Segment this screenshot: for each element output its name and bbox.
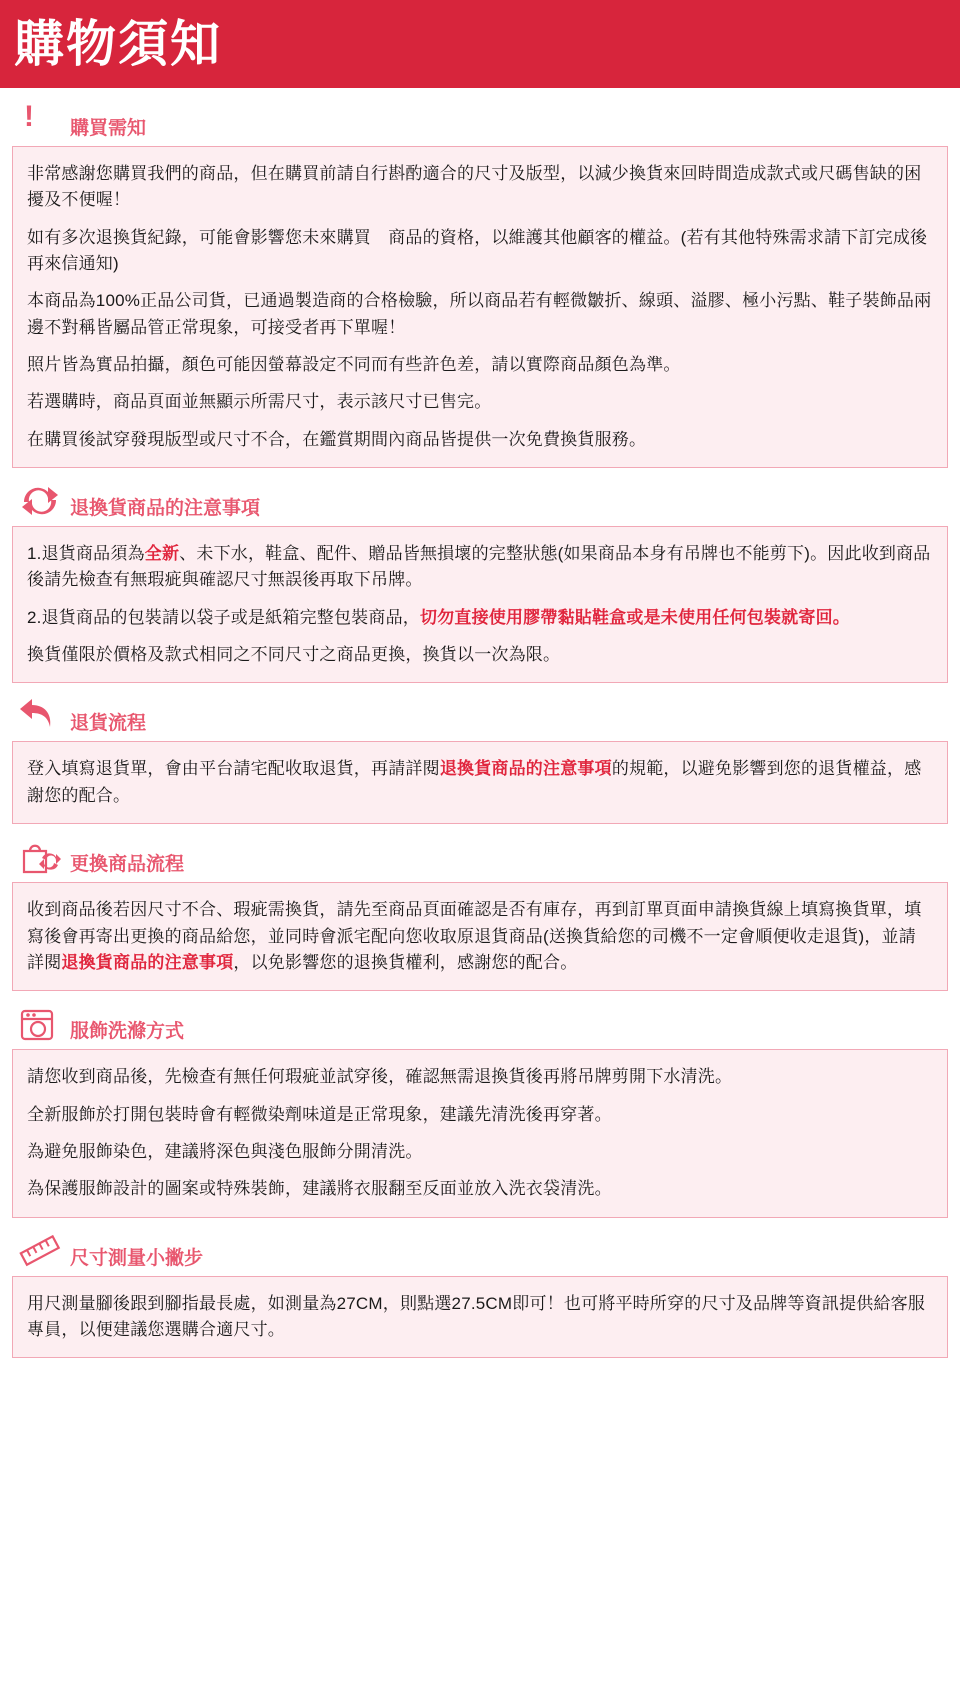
section-title: 服飾洗滌方式 (70, 1021, 185, 1043)
paragraph: 非常感謝您購買我們的商品，但在購買前請自行斟酌適合的尺寸及版型，以減少換貨來回時間造成款式或尺碼售缺的困擾及不便喔！ (27, 164, 922, 210)
paragraph: 照片皆為實品拍攝，顏色可能因螢幕設定不同而有些許色差，請以實際商品顏色為準。 (27, 355, 681, 375)
paragraph: 1.退貨商品須為全新、未下水，鞋盒、配件、贈品皆無損壞的完整狀態(如果商品本身有吊牌也不能剪下)。因此收到商品後請先檢查有無瑕疵與確認尺寸無誤後再取下吊牌。 (27, 544, 931, 590)
section-header (12, 1232, 948, 1270)
section-purchase-notes (0, 102, 960, 468)
section-body (12, 1276, 948, 1359)
paragraph: 用尺測量腳後跟到腳指最長處，如測量為27CM，則點選27.5CM即可！也可將平時所穿的尺寸及品牌等資訊提供給客服專員，以便建議您選購合適尺寸。 (27, 1293, 926, 1339)
paragraph: 在購買後試穿發現版型或尺寸不合，在鑑賞期間內商品皆提供一次免費換貨服務。 (27, 429, 647, 449)
paragraph: 換貨僅限於價格及款式相同之不同尺寸之商品更換，換貨以一次為限。 (27, 645, 561, 665)
section-body (12, 882, 948, 991)
highlight-text: 切勿直接使用膠帶黏貼鞋盒或是未使用任何包裝就寄回。 (419, 607, 850, 627)
section-body (12, 526, 948, 683)
ruler-icon (18, 1232, 62, 1270)
section-body (12, 1049, 948, 1217)
section-title: 尺寸測量小撇步 (70, 1247, 204, 1269)
paragraph: 為保護服飾設計的圖案或特殊裝飾，建議將衣服翻至反面並放入洗衣袋清洗。 (27, 1179, 612, 1199)
section-header (12, 697, 948, 735)
exchange-bag-icon (18, 838, 62, 876)
section-title: 購買需知 (70, 118, 147, 139)
page-banner (0, 0, 960, 88)
paragraph: 請您收到商品後，先檢查有無任何瑕疵並試穿後，確認無需退換貨後再將吊牌剪開下水清洗。 (27, 1067, 733, 1087)
washing-machine-icon (18, 1005, 62, 1043)
section-return-process (0, 697, 960, 824)
section-title: 更換商品流程 (70, 854, 185, 876)
paragraph: 收到商品後若因尺寸不合、瑕疵需換貨，請先至商品頁面確認是否有庫存，再到訂單頁面申請換貨線上填寫換貨單，填寫後會再寄出更換的商品給您，並同時會派宅配向您收取原退貨商品(送換貨給您的司機不一定會順便收走退貨)，並請詳閱退換貨商品的注意事項，以免影響您的退換貨權利，感謝您的配合。 (27, 900, 922, 972)
paragraph: 如有多次退換貨紀錄，可能會影響您未來購買 商品的資格，以維護其他顧客的權益。(若有其他特殊需求請下訂完成後再來信通知) (27, 227, 928, 274)
paragraph: 全新服飾於打開包裝時會有輕微染劑味道是正常現象，建議先清洗後再穿著。 (27, 1104, 612, 1124)
highlight-text: 退換貨商品的注意事項 (439, 759, 612, 779)
section-header (12, 102, 948, 140)
section-size-measurement-tips (0, 1232, 960, 1359)
page-title: 購物須知 (14, 16, 222, 72)
highlight-text: 全新 (144, 544, 180, 564)
section-body (12, 741, 948, 824)
paragraph: 本商品為100%正品公司貨，已通過製造商的合格檢驗，所以商品若有輕微皺折、線頭、溢膠、極小污點、鞋子裝飾品兩邊不對稱皆屬品管正常現象，可接受者再下單喔！ (27, 291, 932, 337)
section-return-exchange-notes (0, 482, 960, 683)
paragraph: 2.退貨商品的包裝請以袋子或是紙箱完整包裝商品，切勿直接使用膠帶黏貼鞋盒或是未使用任何包裝就寄回。 (27, 607, 850, 627)
section-header (12, 1005, 948, 1043)
section-washing-instructions (0, 1005, 960, 1217)
section-header (12, 838, 948, 876)
section-header (12, 482, 948, 520)
highlight-text: 退換貨商品的注意事項 (61, 952, 234, 972)
paragraph: 登入填寫退貨單，會由平台請宅配收取退貨，再請詳閱退換貨商品的注意事項的規範，以避免影響到您的退貨權益，感謝您的配合。 (27, 759, 922, 805)
refresh-arrows-icon (18, 482, 62, 520)
section-exchange-process (0, 838, 960, 991)
exclamation-icon: ! (24, 100, 34, 133)
return-arrow-icon (18, 697, 62, 735)
section-title: 退換貨商品的注意事項 (70, 498, 261, 520)
section-title: 退貨流程 (70, 713, 147, 735)
paragraph: 為避免服飾染色，建議將深色與淺色服飾分開清洗。 (27, 1141, 423, 1161)
paragraph: 若選購時，商品頁面並無顯示所需尺寸，表示該尺寸已售完。 (27, 392, 492, 412)
section-body (12, 146, 948, 468)
